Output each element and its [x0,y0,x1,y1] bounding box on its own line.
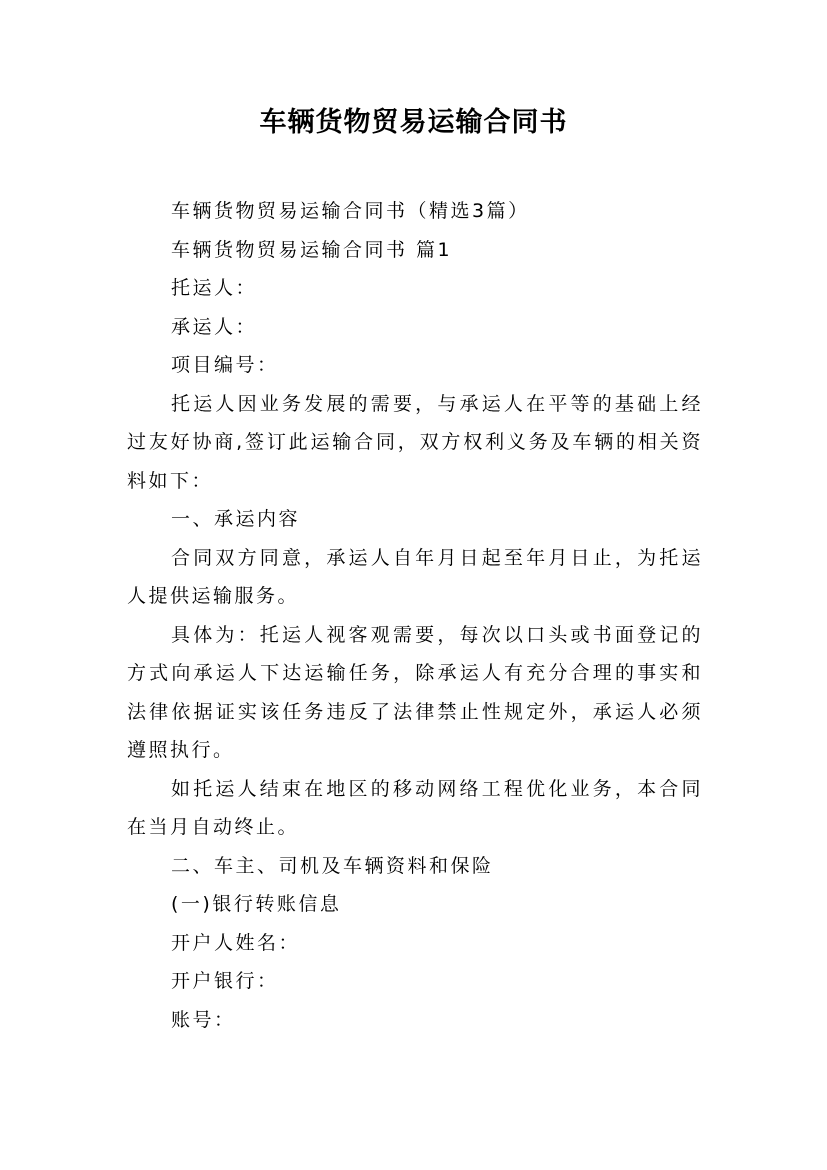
paragraph-account-holder: 开户人姓名： [171,931,301,954]
paragraph-bank: 开户银行： [171,970,279,992]
paragraph-preamble: 托运人因业务发展的需要，与承运人在平等的基础上经过友好协商,签订此运输合同，双方权利义务及车辆的相关资料如下： [127,392,703,492]
paragraph-subtitle: 车辆货物贸易运输合同书（精选3篇） [171,200,530,222]
paragraph-service-detail: 具体为：托运人视客观需要，每次以口头或书面登记的方式向承运人下达运输任务，除承运人有充分合理的事实和法律依据证实该任务违反了法律禁止性规定外，承运人必须遵照执行。 [127,623,703,761]
paragraph-project-number: 项目编号： [171,354,279,376]
document-body [127,192,703,1039]
paragraph-carrier: 承运人： [171,315,258,338]
paragraph-bank-transfer: (一)银行转账信息 [171,893,342,915]
paragraph-heading-1: 一、承运内容 [171,508,301,530]
paragraph-service-term: 合同双方同意，承运人自年月日起至年月日止，为托运人提供运输服务。 [127,546,703,607]
document-title: 车辆货物贸易运输合同书 [259,107,568,138]
paragraph-shipper: 托运人： [171,277,258,299]
paragraph-termination: 如托运人结束在地区的移动网络工程优化业务，本合同在当月自动终止。 [127,777,703,838]
paragraph-heading-2: 二、车主、司机及车辆资料和保险 [171,854,494,877]
paragraph-section-heading: 车辆货物贸易运输合同书 篇1 [171,238,453,261]
paragraph-account-number: 账号： [171,1008,236,1031]
